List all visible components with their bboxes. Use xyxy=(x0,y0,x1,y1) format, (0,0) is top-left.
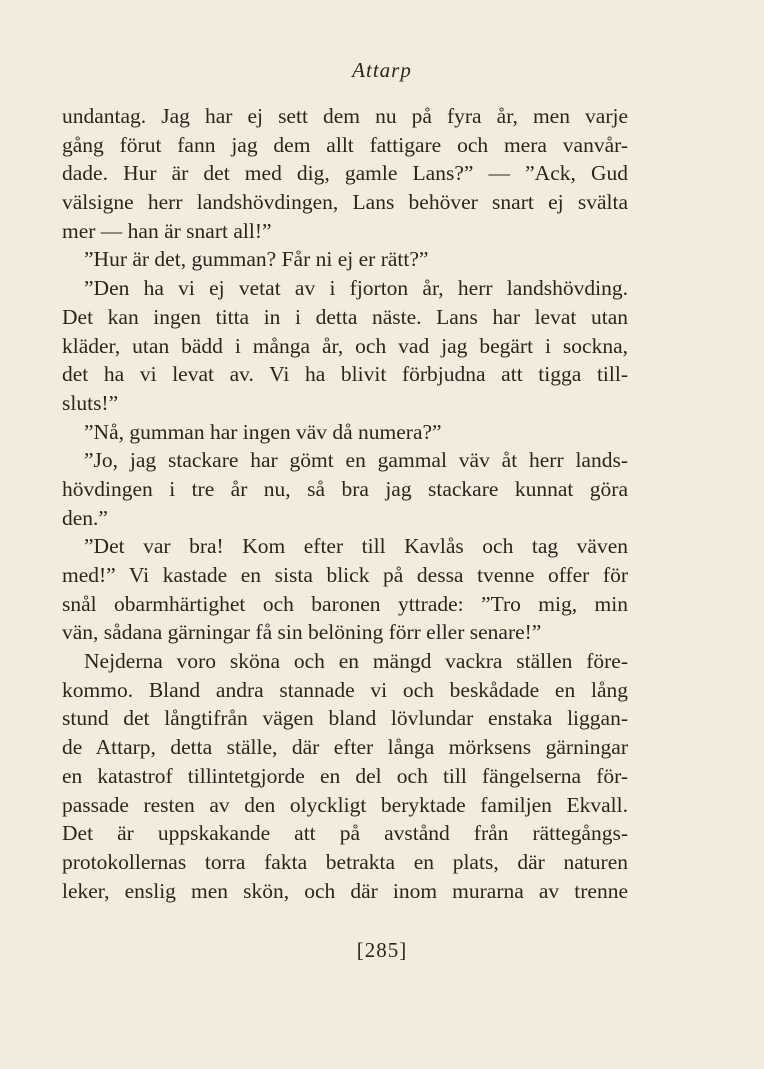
text-line: passade resten av den olyckligt beryktade familjen Ekvall. xyxy=(62,792,628,817)
text-line: vän, sådana gärningar få sin belöning förr eller senare!” xyxy=(62,620,542,645)
text-line: kommo. Bland andra stannade vi och beskådade en lång xyxy=(62,677,628,702)
text-line: en katastrof tillintetgjorde en del och till fängelserna för- xyxy=(62,763,628,788)
text-line: stund det långtifrån vägen bland lövlundar enstaka liggan- xyxy=(62,706,628,731)
text-line: den.” xyxy=(62,505,108,530)
text-line: de Attarp, detta ställe, där efter långa mörksens gärningar xyxy=(62,735,628,760)
text-line: Nejderna voro sköna och en mängd vackra ställen före- xyxy=(84,649,628,674)
text-line: med!” Vi kastade en sista blick på dessa tvenne offer för xyxy=(62,563,628,587)
text-line: ”Det var bra! Kom efter till Kavlås och tag väven xyxy=(84,534,628,559)
text-line: ”Nå, gumman har ingen väv då numera?” xyxy=(84,419,442,444)
text-line: sluts!” xyxy=(62,390,119,415)
text-line: det ha vi levat av. Vi ha blivit förbjudna att tigga till- xyxy=(62,362,628,387)
text-line: dade. Hur är det med dig, gamle Lans?” — ”Ack, Gud xyxy=(62,161,628,186)
running-header: Attarp xyxy=(352,58,412,82)
text-line: snål obarmhärtighet och baronen yttrade: ”Tro mig, min xyxy=(62,591,628,616)
text-line: Det kan ingen titta in i detta näste. Lans har levat utan xyxy=(62,304,628,329)
text-line: välsigne herr landshövdingen, Lans behöver snart ej svälta xyxy=(62,190,628,215)
text-line: ”Den ha vi ej vetat av i fjorton år, herr landshövding. xyxy=(84,276,628,301)
text-line: mer — han är snart all!” xyxy=(62,218,272,243)
body-text xyxy=(62,102,628,905)
text-line: undantag. Jag har ej sett dem nu på fyra år, men varje xyxy=(62,104,628,128)
text-line: ”Hur är det, gumman? Får ni ej er rätt?” xyxy=(84,247,429,272)
text-line: leker, enslig men skön, och där inom murarna av trenne xyxy=(62,878,628,903)
text-line: ”Jo, jag stackare har gömt en gammal väv åt herr lands- xyxy=(84,448,628,473)
text-line: kläder, utan bädd i många år, och vad jag begärt i sockna, xyxy=(62,333,628,358)
text-line: protokollernas torra fakta betrakta en plats, där naturen xyxy=(62,849,628,874)
page-number: [285] xyxy=(356,938,408,962)
text-line: gång förut fann jag dem allt fattigare och mera vanvår- xyxy=(62,132,628,157)
text-line: Det är uppskakande att på avstånd från rättegångs- xyxy=(62,821,628,846)
text-line: hövdingen i tre år nu, så bra jag stackare kunnat göra xyxy=(62,476,628,501)
